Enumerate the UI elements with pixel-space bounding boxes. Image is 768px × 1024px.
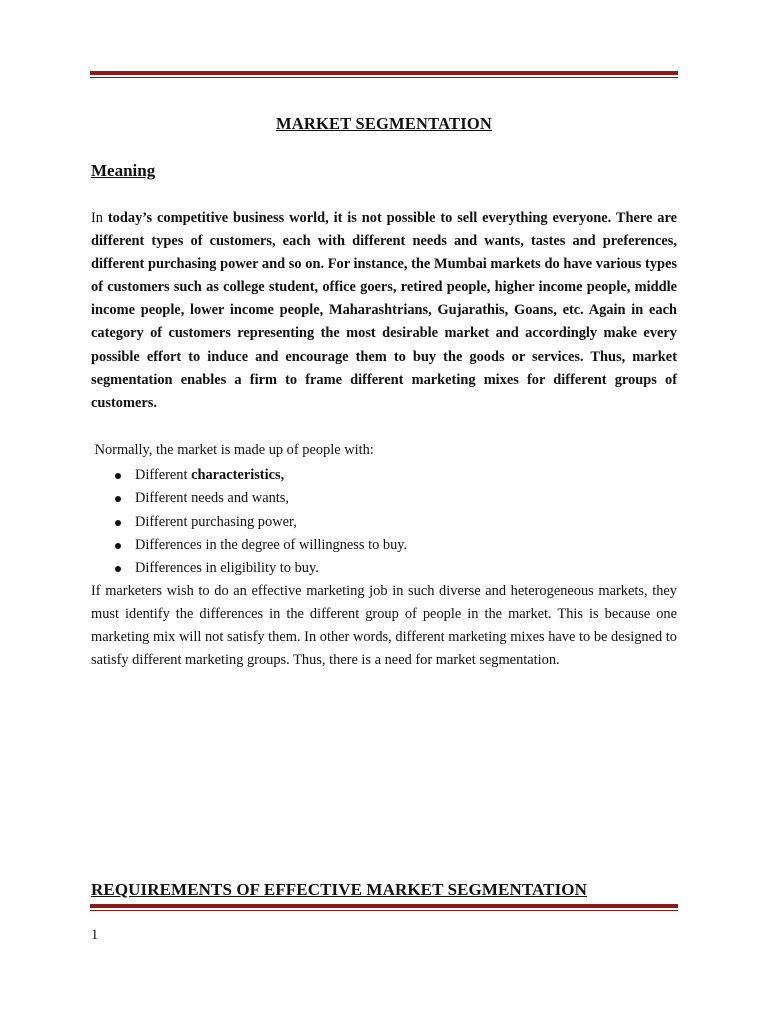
list-item xyxy=(113,464,407,487)
top-divider-rule xyxy=(90,71,678,78)
bullet-dot-icon xyxy=(115,566,121,572)
bullet-dot-icon xyxy=(115,496,121,502)
page-number: 1 xyxy=(91,927,99,943)
list-item xyxy=(113,487,407,510)
list-item-text: Different purchasing power, xyxy=(135,513,297,530)
meaning-paragraph-lead: In xyxy=(91,210,108,226)
list-item-text: Different needs and wants, xyxy=(135,490,289,507)
bottom-divider-thick-line xyxy=(90,904,678,908)
list-item xyxy=(113,557,407,580)
meaning-paragraph xyxy=(91,207,677,415)
top-divider-thin-line xyxy=(90,77,678,78)
document-title: MARKET SEGMENTATION xyxy=(275,114,493,133)
list-item-strong-text: characteristics, xyxy=(191,467,285,483)
intro-line: Normally, the market is made up of people with: xyxy=(91,442,374,458)
bullet-dot-icon xyxy=(115,520,121,526)
bottom-divider-rule xyxy=(90,904,678,911)
top-divider-thick-line xyxy=(90,71,678,75)
list-item-text: Different xyxy=(135,467,192,483)
requirements-heading: REQUIREMENTS OF EFFECTIVE MARKET SEGMENTATION xyxy=(91,880,587,899)
list-item-text: Differences in the degree of willingness to buy. xyxy=(135,536,408,553)
list-item xyxy=(113,534,407,557)
list-item xyxy=(113,511,407,534)
list-item-text: Differences in eligibility to buy. xyxy=(135,560,319,577)
bullet-dot-icon xyxy=(115,473,121,479)
closing-paragraph: If marketers wish to do an effective marketing job in such diverse and heterogeneous markets, they must identify the differences in the different group of people in the market. This is because one marketing mix will not satisfy them. In other words, different marketing mixes have to be designed to satisfy different marketing groups. Thus, there is a need for market segmentation. xyxy=(91,583,677,669)
meaning-paragraph-body: today’s competitive business world, it is not possible to sell everything everyone. There are different types of customers, each with different needs and wants, tastes and preferences, different purchasing power and so on. For instance, the Mumbai markets do have various types of customers such as college student, office goers, retired people, higher income people, middle income people, lower income people, Maharashtrians, Gujarathis, Goans, etc. Again in each category of customers representing the most desirable market and accordingly make every possible effort to induce and encourage them to buy the goods or services. Thus, market segmentation enables a firm to frame different marketing mixes for different groups of customers. xyxy=(91,210,677,411)
characteristics-list xyxy=(113,464,407,580)
meaning-heading: Meaning xyxy=(91,161,156,180)
bottom-divider-thin-line xyxy=(90,910,678,911)
bullet-dot-icon xyxy=(115,543,121,549)
